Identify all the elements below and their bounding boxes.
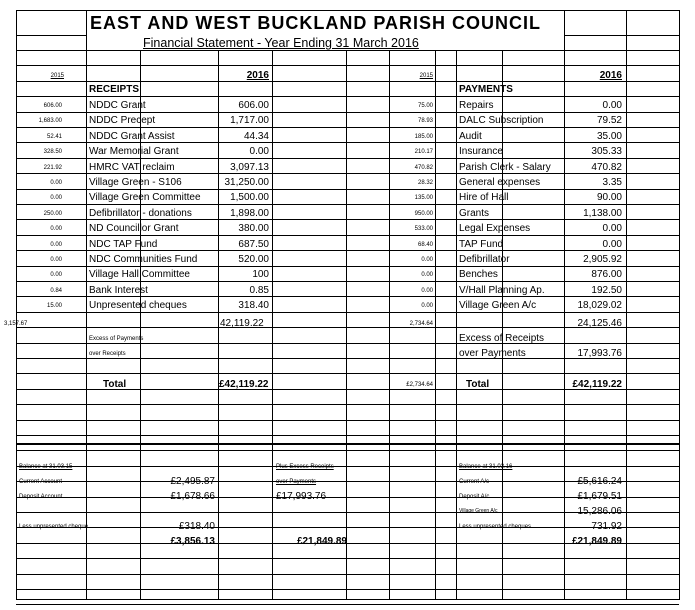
- receipts-row-prev: 0.84: [50, 288, 62, 294]
- balance-2015-deposit-value: £1,678.66: [170, 491, 215, 502]
- balance-2016-green-label: Village Green A/c: [459, 508, 498, 514]
- grid-column-line: [435, 50, 436, 600]
- grid-row-line: [16, 266, 679, 267]
- receipts-row-label: NDDC Precept: [89, 115, 156, 126]
- payments-row-cur: 305.33: [591, 146, 622, 157]
- receipts-row-prev: 606.00: [43, 103, 62, 109]
- receipts-subtotal-prev: 3,157.67: [4, 321, 28, 327]
- receipts-row-label: Village Hall Committee: [89, 269, 190, 280]
- balance-2015-current-value: £2,495.87: [170, 476, 215, 487]
- grid-row-line: [16, 204, 679, 205]
- council-heading: EAST AND WEST BUCKLAND PARISH COUNCIL: [90, 13, 541, 33]
- payments-row-cur: 0.00: [602, 239, 622, 250]
- grid-row-line: [16, 589, 679, 590]
- receipts-row-cur: 380.00: [238, 223, 269, 234]
- payments-row-prev: 0.00: [421, 303, 433, 309]
- payments-row-prev: 75.00: [417, 103, 433, 109]
- receipts-total-label: Total: [103, 379, 127, 390]
- receipts-row-label: Village Green - S106: [89, 177, 182, 188]
- payments-total-cur: £42,119.22: [572, 379, 622, 390]
- grid-row-line: [16, 343, 679, 344]
- receipts-year-prev: 2015: [50, 73, 64, 79]
- receipts-row-prev: 0.00: [50, 180, 62, 186]
- payments-row-prev: 68.40: [417, 242, 433, 248]
- payments-row-cur: 876.00: [591, 269, 622, 280]
- balance-2015-unpresented-value: £318.40: [178, 521, 215, 532]
- receipts-row-cur: 1,898.00: [230, 208, 269, 219]
- balance-2016-deposit-label: Deposit A/c: [459, 494, 490, 500]
- grid-row-line: [16, 312, 679, 313]
- balance-2016-total: £21,849.89: [571, 536, 622, 547]
- grid-row-line: [16, 420, 679, 421]
- balance-2016-heading: Balance at 31.03.16: [459, 464, 513, 470]
- grid-row-line: [16, 127, 679, 128]
- payments-row-label: TAP Fund: [459, 239, 504, 250]
- payments-row-label: Defibrillator: [459, 254, 510, 265]
- payments-row-label: Insurance: [459, 146, 503, 157]
- grid-row-line: [16, 158, 679, 159]
- grid-row-line: [16, 189, 679, 190]
- receipts-row-cur: 0.00: [249, 146, 269, 157]
- grid-row-line: [16, 404, 679, 405]
- receipts-row-cur: 1,500.00: [230, 192, 269, 203]
- grid-row-line: [16, 219, 679, 220]
- payments-total-label: Total: [466, 379, 490, 390]
- grid-row-line: [16, 96, 679, 97]
- payments-row-cur: 18,029.02: [577, 300, 622, 311]
- receipts-row-label: Unpresented cheques: [89, 300, 187, 311]
- receipts-row-label: Bank Interest: [89, 285, 148, 296]
- payments-row-prev: 0.00: [421, 288, 433, 294]
- receipts-row-prev: 221.92: [43, 165, 62, 171]
- receipts-row-prev: 0.00: [50, 242, 62, 248]
- grid-section-divider: [16, 443, 679, 445]
- receipts-row-cur: 687.50: [238, 239, 269, 250]
- payments-row-label: V/Hall Planning Ap.: [459, 285, 545, 296]
- balance-2016-deposit-value: £1,679.51: [577, 491, 622, 502]
- grid-top-border: [16, 10, 679, 11]
- receipts-row-prev: 0.00: [50, 226, 62, 232]
- receipts-row-prev: 1,683.00: [38, 118, 62, 124]
- receipts-excess-line1: Excess of Payments: [89, 336, 144, 342]
- payments-excess-line1: Excess of Receipts: [459, 333, 545, 344]
- payments-row-label: Audit: [459, 131, 482, 142]
- grid-row-line: [16, 373, 679, 374]
- plus-excess-line1: Plus Excess Receipts: [276, 464, 334, 470]
- receipts-row-label: NDDC Grant Assist: [89, 131, 175, 142]
- grid-row-line: [16, 235, 679, 236]
- receipts-row-label: War Memorial Grant: [89, 146, 179, 157]
- payments-row-label: Parish Clerk - Salary: [459, 162, 551, 173]
- payments-subtotal-cur: 24,125.46: [577, 318, 622, 329]
- receipts-row-cur: 520.00: [238, 254, 269, 265]
- balance-2016-current-value: £5,616.24: [577, 476, 622, 487]
- balance-2015-deposit-label: Deposit Account: [19, 494, 63, 500]
- payments-row-cur: 90.00: [596, 192, 622, 203]
- payments-row-prev: 78.93: [417, 118, 433, 124]
- payments-title: PAYMENTS: [459, 84, 513, 95]
- payments-row-cur: 0.00: [602, 100, 622, 111]
- receipts-row-prev: 15.00: [46, 303, 62, 309]
- payments-row-label: General expenses: [459, 177, 541, 188]
- payments-year-prev: 2015: [419, 73, 433, 79]
- payments-row-prev: 533.00: [414, 226, 433, 232]
- receipts-row-cur: 0.85: [249, 285, 269, 296]
- grid-row-line: [16, 81, 679, 82]
- payments-row-cur: 2,905.92: [583, 254, 622, 265]
- grid-row-line: [16, 558, 679, 559]
- grid-row-line: [16, 450, 679, 451]
- payments-row-label: Repairs: [459, 100, 494, 111]
- grid-row-line: [16, 574, 679, 575]
- payments-row-prev: 210.17: [414, 149, 433, 155]
- grid-row-line: [16, 112, 679, 113]
- grid-row-line: [16, 250, 679, 251]
- payments-row-label: Legal Expenses: [459, 223, 531, 234]
- balance-2016-current-label: Current A/c: [459, 479, 490, 485]
- payments-row-prev: 0.00: [421, 272, 433, 278]
- grid-column-line: [346, 50, 347, 600]
- balance-2016-unpresented-label: Less unpresented cheques: [459, 524, 532, 530]
- balance-2015-unpresented-label: Less unpresented cheque: [19, 524, 89, 530]
- payments-row-prev: 135.00: [414, 195, 433, 201]
- balance-2015-current-label: Current Account: [19, 479, 63, 485]
- payments-row-cur: 79.52: [596, 115, 622, 126]
- payments-row-prev: 28.32: [417, 180, 433, 186]
- receipts-row-cur: 1,717.00: [230, 115, 269, 126]
- receipts-row-label: ND Councillor Grant: [89, 223, 179, 234]
- receipts-row-prev: 0.00: [50, 257, 62, 263]
- receipts-row-prev: 0.00: [50, 195, 62, 201]
- receipts-row-label: NDC Communities Fund: [89, 254, 198, 265]
- payments-row-prev: 185.00: [414, 134, 433, 140]
- payments-row-cur: 35.00: [596, 131, 622, 142]
- grid-row-line: [16, 466, 679, 467]
- plus-excess-total: £21,849.89: [296, 536, 347, 547]
- grid-row-line: [16, 50, 679, 51]
- payments-row-prev: 470.82: [414, 165, 433, 171]
- receipts-row-cur: 3,097.13: [230, 162, 269, 173]
- payments-row-cur: 192.50: [591, 285, 622, 296]
- payments-row-label: Village Green A/c: [459, 300, 537, 311]
- grid-row-line: [16, 142, 679, 143]
- receipts-row-cur: 31,250.00: [224, 177, 269, 188]
- balance-2015-heading: Balance at 31.03.15: [19, 464, 73, 470]
- grid-row-line: [16, 65, 679, 66]
- payments-row-prev: 950.00: [414, 211, 433, 217]
- receipts-row-cur: 100: [252, 269, 269, 280]
- balance-2016-green-value: 15,286.06: [577, 506, 622, 517]
- receipts-title: RECEIPTS: [89, 84, 140, 95]
- payments-row-cur: 470.82: [591, 162, 622, 173]
- payments-row-label: Grants: [459, 208, 490, 219]
- receipts-row-cur: 44.34: [243, 131, 269, 142]
- plus-excess-line2: over Payments: [276, 479, 317, 485]
- payments-row-cur: 0.00: [602, 223, 622, 234]
- grid-bottom-border: [16, 599, 679, 600]
- statement-subheading: Financial Statement - Year Ending 31 March 2016: [143, 36, 419, 50]
- grid-row-line: [16, 435, 679, 436]
- grid-column-line: [272, 50, 273, 600]
- payments-total-prev: £2,734.64: [406, 382, 433, 388]
- receipts-row-prev: 250.00: [43, 211, 62, 217]
- receipts-total-cur: £42,119.22: [219, 379, 269, 390]
- payments-row-label: DALC Subscription: [459, 115, 544, 126]
- grid-row-line: [16, 281, 679, 282]
- payments-excess-line2: over Payments: [459, 348, 526, 359]
- plus-excess-value: £17,993.76: [276, 491, 327, 502]
- receipts-row-cur: 606.00: [238, 100, 269, 111]
- grid-column-line: [456, 50, 457, 600]
- balance-2016-unpresented-value: 731.92: [591, 521, 622, 532]
- grid-header-row-line: [16, 35, 86, 36]
- payments-year-cur: 2016: [599, 70, 622, 81]
- receipts-row-label: Defibrillator - donations: [89, 208, 192, 219]
- payments-excess-value: 17,993.76: [577, 348, 622, 359]
- receipts-row-label: NDDC Grant: [89, 100, 146, 111]
- payments-row-cur: 3.35: [602, 177, 622, 188]
- payments-row-label: Hire of Hall: [459, 192, 509, 203]
- receipts-row-prev: 52.41: [46, 134, 62, 140]
- receipts-year-cur: 2016: [246, 70, 269, 81]
- receipts-row-label: NDC TAP Fund: [89, 239, 158, 250]
- payments-row-cur: 1,138.00: [583, 208, 622, 219]
- grid-row-line: [16, 604, 679, 605]
- payments-subtotal-prev: 2,734.64: [409, 321, 433, 327]
- payments-row-prev: 0.00: [421, 257, 433, 263]
- receipts-row-prev: 328.50: [43, 149, 62, 155]
- receipts-row-prev: 0.00: [50, 272, 62, 278]
- receipts-row-label: HMRC VAT reclaim: [89, 162, 175, 173]
- receipts-excess-line2: over Receipts: [89, 351, 126, 357]
- grid-row-line: [16, 296, 679, 297]
- receipts-row-cur: 318.40: [238, 300, 269, 311]
- payments-row-label: Benches: [459, 269, 498, 280]
- receipts-row-label: Village Green Committee: [89, 192, 201, 203]
- grid-outer-vertical: [679, 10, 680, 600]
- grid-header-row-line: [564, 35, 679, 36]
- receipts-subtotal-cur: 42,119.22: [220, 318, 264, 329]
- balance-2015-total: £3,856.13: [170, 536, 215, 547]
- grid-row-line: [16, 173, 679, 174]
